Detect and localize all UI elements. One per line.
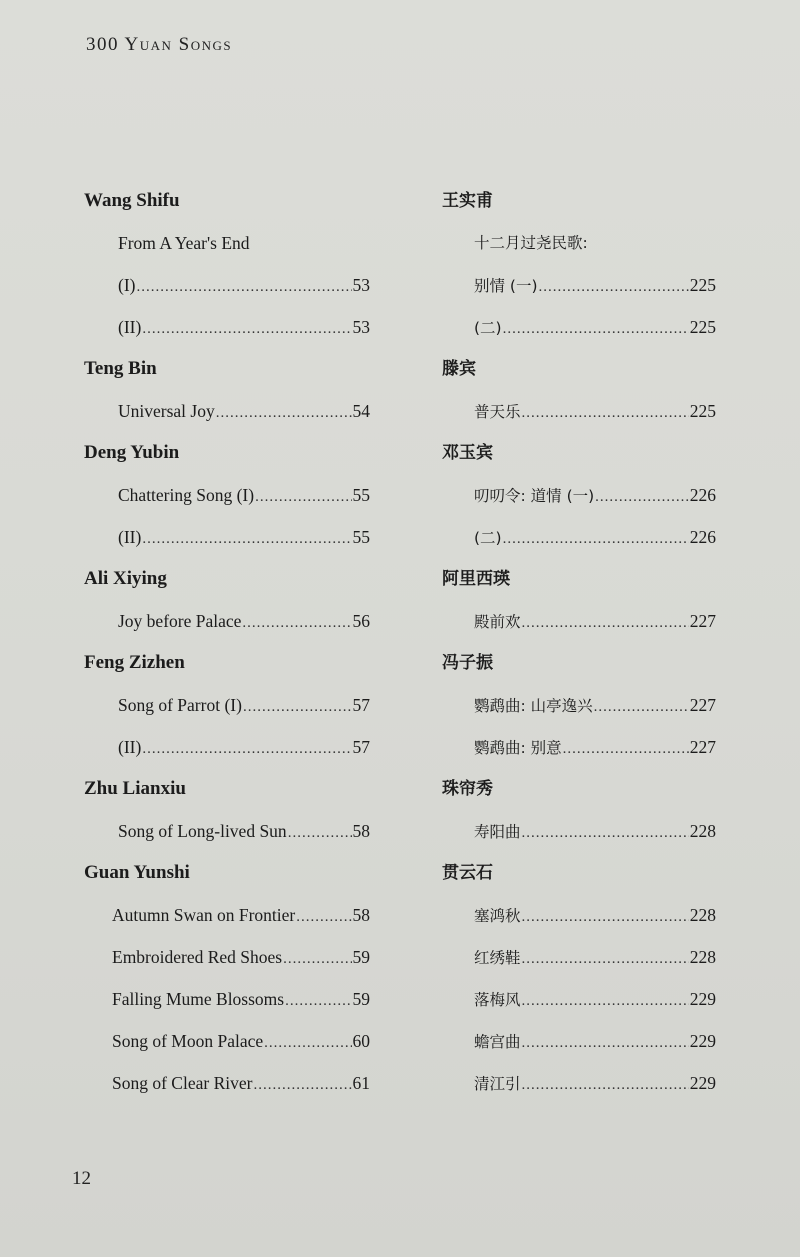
toc-row[interactable] xyxy=(84,894,370,936)
song-title: From A Year's End xyxy=(118,233,250,253)
toc-row[interactable] xyxy=(84,936,370,978)
poet-name: Feng Zizhen xyxy=(84,652,185,673)
page-ref: 227 xyxy=(689,695,716,715)
toc-entry xyxy=(442,768,716,852)
page-ref: 58 xyxy=(352,905,370,925)
toc-row[interactable] xyxy=(84,474,370,516)
dot-leader xyxy=(522,938,689,980)
dot-leader xyxy=(539,266,689,308)
song-title: 塞鸿秋 xyxy=(474,907,521,925)
page-ref: 55 xyxy=(352,527,370,547)
running-head: 300 Yuan Songs xyxy=(86,34,233,55)
song-title: 寿阳曲 xyxy=(474,823,521,841)
toc-entry xyxy=(442,348,716,432)
toc-row[interactable] xyxy=(84,684,370,726)
dot-leader xyxy=(503,518,689,560)
dot-leader xyxy=(243,686,352,728)
page-ref: 226 xyxy=(689,485,716,505)
toc-row[interactable] xyxy=(442,810,716,852)
poet-name: Ali Xiying xyxy=(84,568,167,589)
toc-row[interactable] xyxy=(84,810,370,852)
song-title: 别情 (一) xyxy=(474,277,538,295)
page-ref: 57 xyxy=(352,737,370,757)
toc-row[interactable] xyxy=(442,1020,716,1062)
page-ref: 228 xyxy=(689,905,716,925)
poet-name: Teng Bin xyxy=(84,358,157,379)
song-title: (二) xyxy=(474,529,502,547)
toc-row[interactable] xyxy=(442,306,716,348)
song-title: Song of Clear River xyxy=(112,1073,253,1093)
page-number: 12 xyxy=(72,1168,91,1189)
dot-leader xyxy=(296,896,351,938)
dot-leader xyxy=(522,896,689,938)
toc-entry xyxy=(442,432,716,558)
poet-name: 邓玉宾 xyxy=(442,443,493,463)
toc-row[interactable] xyxy=(84,390,370,432)
dot-leader xyxy=(142,728,351,770)
toc-row[interactable] xyxy=(84,264,370,306)
page-ref: 58 xyxy=(352,821,370,841)
poet-name: Deng Yubin xyxy=(84,442,180,463)
dot-leader xyxy=(288,812,352,854)
dot-leader xyxy=(522,392,689,434)
dot-leader xyxy=(242,602,351,644)
toc-entry xyxy=(84,432,370,558)
page-ref: 59 xyxy=(352,989,370,1009)
poet-name: 冯子振 xyxy=(442,653,493,673)
song-title: 清江引 xyxy=(474,1075,521,1093)
page-ref: 227 xyxy=(689,611,716,631)
song-title: (二) xyxy=(474,319,502,337)
toc-entry xyxy=(442,180,716,348)
song-title: 蟾宫曲 xyxy=(474,1033,521,1051)
toc-entry xyxy=(442,852,716,1104)
page-ref: 228 xyxy=(689,821,716,841)
dot-leader xyxy=(283,938,351,980)
song-title: Song of Long-lived Sun xyxy=(118,821,287,841)
poet-name: Wang Shifu xyxy=(84,190,180,211)
toc-row[interactable] xyxy=(442,222,716,264)
page-ref: 228 xyxy=(689,947,716,967)
poet-name: 王实甫 xyxy=(442,191,493,211)
song-title: (II) xyxy=(118,737,142,757)
page-ref: 225 xyxy=(689,401,716,421)
page-ref: 226 xyxy=(689,527,716,547)
toc-row[interactable] xyxy=(84,306,370,348)
song-title: Joy before Palace xyxy=(118,611,242,631)
toc-row[interactable] xyxy=(442,1062,716,1104)
dot-leader xyxy=(142,308,351,350)
song-title: 十二月过尧民歌: xyxy=(474,234,588,252)
page-ref: 53 xyxy=(352,317,370,337)
toc-row[interactable] xyxy=(442,264,716,306)
toc-entry xyxy=(84,768,370,852)
toc-row[interactable] xyxy=(442,600,716,642)
toc-entry xyxy=(84,180,370,348)
dot-leader xyxy=(253,1064,351,1106)
song-title: (II) xyxy=(118,317,142,337)
toc-row[interactable] xyxy=(84,516,370,558)
poet-name: 贯云石 xyxy=(442,863,493,883)
song-title: 落梅风 xyxy=(474,991,521,1009)
song-title: Song of Moon Palace xyxy=(112,1031,264,1051)
song-title: 红绣鞋 xyxy=(474,949,521,967)
song-title: 鹦鹉曲: 山亭逸兴 xyxy=(474,697,593,715)
dot-leader xyxy=(264,1022,351,1064)
page-ref: 61 xyxy=(352,1073,370,1093)
page-ref: 53 xyxy=(352,275,370,295)
toc-entry xyxy=(442,558,716,642)
dot-leader xyxy=(522,980,689,1022)
song-title: 普天乐 xyxy=(474,403,521,421)
toc-row[interactable] xyxy=(84,1020,370,1062)
toc-column-english xyxy=(84,180,370,1104)
toc-row[interactable] xyxy=(442,684,716,726)
song-title: Song of Parrot (I) xyxy=(118,695,242,715)
page-ref: 54 xyxy=(352,401,370,421)
toc-row[interactable] xyxy=(84,726,370,768)
song-title: Chattering Song (I) xyxy=(118,485,255,505)
toc-row[interactable] xyxy=(442,390,716,432)
toc-row[interactable] xyxy=(84,600,370,642)
dot-leader xyxy=(503,308,689,350)
toc-row[interactable] xyxy=(442,978,716,1020)
toc-row[interactable] xyxy=(442,894,716,936)
toc-entry xyxy=(442,642,716,768)
dot-leader xyxy=(522,1064,689,1106)
dot-leader xyxy=(136,266,351,308)
dot-leader xyxy=(285,980,351,1022)
toc-row[interactable] xyxy=(84,978,370,1020)
dot-leader xyxy=(255,476,351,518)
toc-entry xyxy=(84,558,370,642)
page-ref: 55 xyxy=(352,485,370,505)
page-ref: 56 xyxy=(352,611,370,631)
song-title: Falling Mume Blossoms xyxy=(112,989,285,1009)
page-ref: 59 xyxy=(352,947,370,967)
toc-row[interactable] xyxy=(442,936,716,978)
page-ref: 229 xyxy=(689,1031,716,1051)
toc-entry xyxy=(84,852,370,1104)
poet-name: 阿里西瑛 xyxy=(442,569,510,589)
toc-column-chinese xyxy=(442,180,716,1104)
song-title: (I) xyxy=(118,275,136,295)
song-title: (II) xyxy=(118,527,142,547)
dot-leader xyxy=(595,476,689,518)
song-title: 叨叨令: 道情 (一) xyxy=(474,487,595,505)
page-ref: 225 xyxy=(689,275,716,295)
song-title: Autumn Swan on Frontier xyxy=(112,905,296,925)
toc-row[interactable] xyxy=(84,222,370,264)
toc-row[interactable] xyxy=(442,726,716,768)
song-title: 殿前欢 xyxy=(474,613,521,631)
dot-leader xyxy=(522,602,689,644)
dot-leader xyxy=(522,1022,689,1064)
page-ref: 57 xyxy=(352,695,370,715)
page-ref: 225 xyxy=(689,317,716,337)
poet-name: 滕宾 xyxy=(442,359,476,379)
song-title: 鹦鹉曲: 别意 xyxy=(474,739,562,757)
page-ref: 60 xyxy=(352,1031,370,1051)
dot-leader xyxy=(522,812,689,854)
song-title: Embroidered Red Shoes xyxy=(112,947,283,967)
page-ref: 227 xyxy=(689,737,716,757)
toc-row[interactable] xyxy=(442,516,716,558)
poet-name: 珠帘秀 xyxy=(442,779,493,799)
poet-name: Zhu Lianxiu xyxy=(84,778,186,799)
page-ref: 229 xyxy=(689,989,716,1009)
dot-leader xyxy=(563,728,689,770)
dot-leader xyxy=(142,518,351,560)
toc-row[interactable] xyxy=(84,1062,370,1104)
dot-leader xyxy=(594,686,689,728)
page-ref: 229 xyxy=(689,1073,716,1093)
dot-leader xyxy=(216,392,352,434)
song-title: Universal Joy xyxy=(118,401,215,421)
toc-entry xyxy=(84,348,370,432)
poet-name: Guan Yunshi xyxy=(84,862,190,883)
toc-row[interactable] xyxy=(442,474,716,516)
toc-entry xyxy=(84,642,370,768)
